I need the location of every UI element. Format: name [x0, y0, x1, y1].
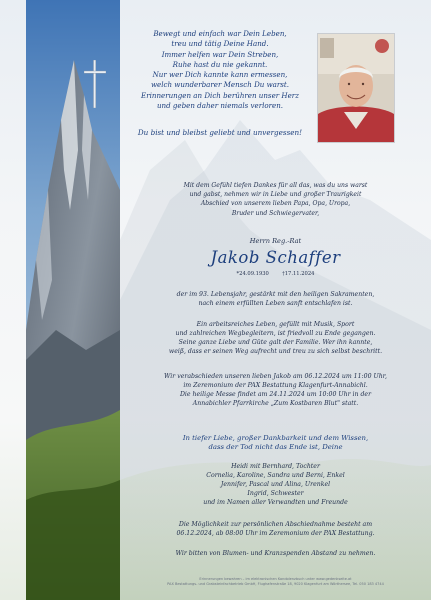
grief-statement: [120, 434, 431, 453]
family-line: Heidi mit Bernhard, Tochter: [231, 463, 320, 470]
grief-line: dass der Tod nicht das Ende ist, Deine: [208, 443, 343, 452]
family-line: Jennifer, Pascal und Alina, Urenkel: [220, 480, 331, 488]
paragraph-line: Die heilige Messe findet am 24.11.2024 um 10:00 Uhr in der: [179, 390, 372, 398]
paragraph-line: Ein arbeitsreiches Leben, gefüllt mit Musik, Sport: [196, 321, 355, 328]
flower-request: Wir bitten von Blumen- und Kranzspenden Abstand zu nehmen.: [175, 550, 376, 557]
paragraph-line: Wir verabschieden unseren lieben Jakob am 06.12.2024 um 11:00 Uhr,: [164, 373, 387, 380]
paragraph-tribute: [120, 321, 431, 357]
birth-date: *24.09.1930: [236, 271, 269, 277]
paragraph-line: und zahlreichen Wegbegleitern, ist friedvoll zu Ende gegangen.: [175, 329, 376, 337]
footer-line: Erinnerungen bewahren – im elektronischen Kondolenzbuch unter www.gedenkseite.at: [199, 577, 352, 581]
poem-closing: Du bist und bleibst geliebt und unvergessen!: [137, 128, 303, 137]
paragraph-line: weiß, dass er seinen Weg aufrecht und treu zu sich selbst beschritt.: [168, 347, 383, 355]
grief-line: In tiefer Liebe, großer Dankbarkeit und dem Wissen,: [182, 434, 369, 442]
intro-line: und gabst, nehmen wir in Liebe und großer Traurigkeit: [189, 191, 362, 199]
poem-line: welch wunderbarer Mensch Du warst.: [150, 80, 290, 90]
poem-line: Bewegt und einfach war Dein Leben,: [153, 29, 287, 38]
poem: [90, 29, 350, 111]
farewell-line: Die Möglichkeit zur persönlichen Abschiednahme besteht am: [178, 521, 373, 528]
paragraph-line: der im 93. Lebensjahr, gestärkt mit den heiligen Sakramenten,: [176, 291, 375, 298]
farewell-line: 06.12.2024, ab 08:00 Uhr im Zeremonium der PAX Bestattung.: [176, 529, 375, 537]
poem-line: und geben daher niemals verloren.: [156, 101, 284, 111]
poem-line: Immer helfen war Dein Streben,: [161, 49, 279, 59]
paragraph-life: [120, 291, 431, 309]
family-line: Ingrid, Schwester: [247, 489, 304, 497]
poem-line: Erinnerungen an Dich berühren unser Herz: [141, 90, 299, 100]
death-date: †17.11.2024: [282, 271, 315, 277]
life-dates: [120, 271, 431, 277]
intro-line: Abschied von unserem lieben Papa, Opa, Uropa,: [200, 200, 351, 208]
paragraph-line: im Zeremonium der PAX Bestattung Klagenfurt-Annabichl.: [183, 381, 368, 389]
family-list: [120, 463, 431, 508]
deceased-title: Herrn Reg.-Rat: [249, 237, 302, 245]
paragraph-line: Annabichler Pfarrkirche „Zum Kostbaren Blut" statt.: [192, 399, 359, 407]
paragraph-line: Seine ganze Liebe und Güte galt der Familie. Wer ihn kannte,: [178, 338, 373, 346]
poem-line: Ruhe hast du nie gekannt.: [172, 59, 268, 69]
intro-line: Mit dem Gefühl tiefen Dankes für all das, was du uns warst: [183, 182, 368, 189]
footer-line: PAX Bestattungs- und Grabsteinfachbetrieb GmbH, Flughafenstraße 18, 9020 Klagenfurt am Wörthersee, Tel. 050 183 4744: [167, 582, 384, 586]
paragraph-funeral: [120, 373, 431, 409]
intro-text: [120, 181, 431, 218]
deceased-name: Jakob Schaffer: [210, 248, 341, 267]
family-line: Cornelia, Karoline, Sandra und Berni, Enkel: [206, 471, 345, 479]
footer: [120, 577, 431, 587]
poem-line: treu und tätig Deine Hand.: [171, 39, 269, 49]
family-line: und im Namen aller Verwandten und Freunde: [203, 498, 348, 506]
poem-line: Nur wer Dich kannte kann ermessen,: [152, 70, 288, 80]
farewell-info: [120, 521, 431, 539]
paragraph-line: nach einem erfüllten Leben sanft entschlafen ist.: [198, 299, 353, 307]
intro-line: Bruder und Schwiegervater,: [231, 209, 320, 217]
